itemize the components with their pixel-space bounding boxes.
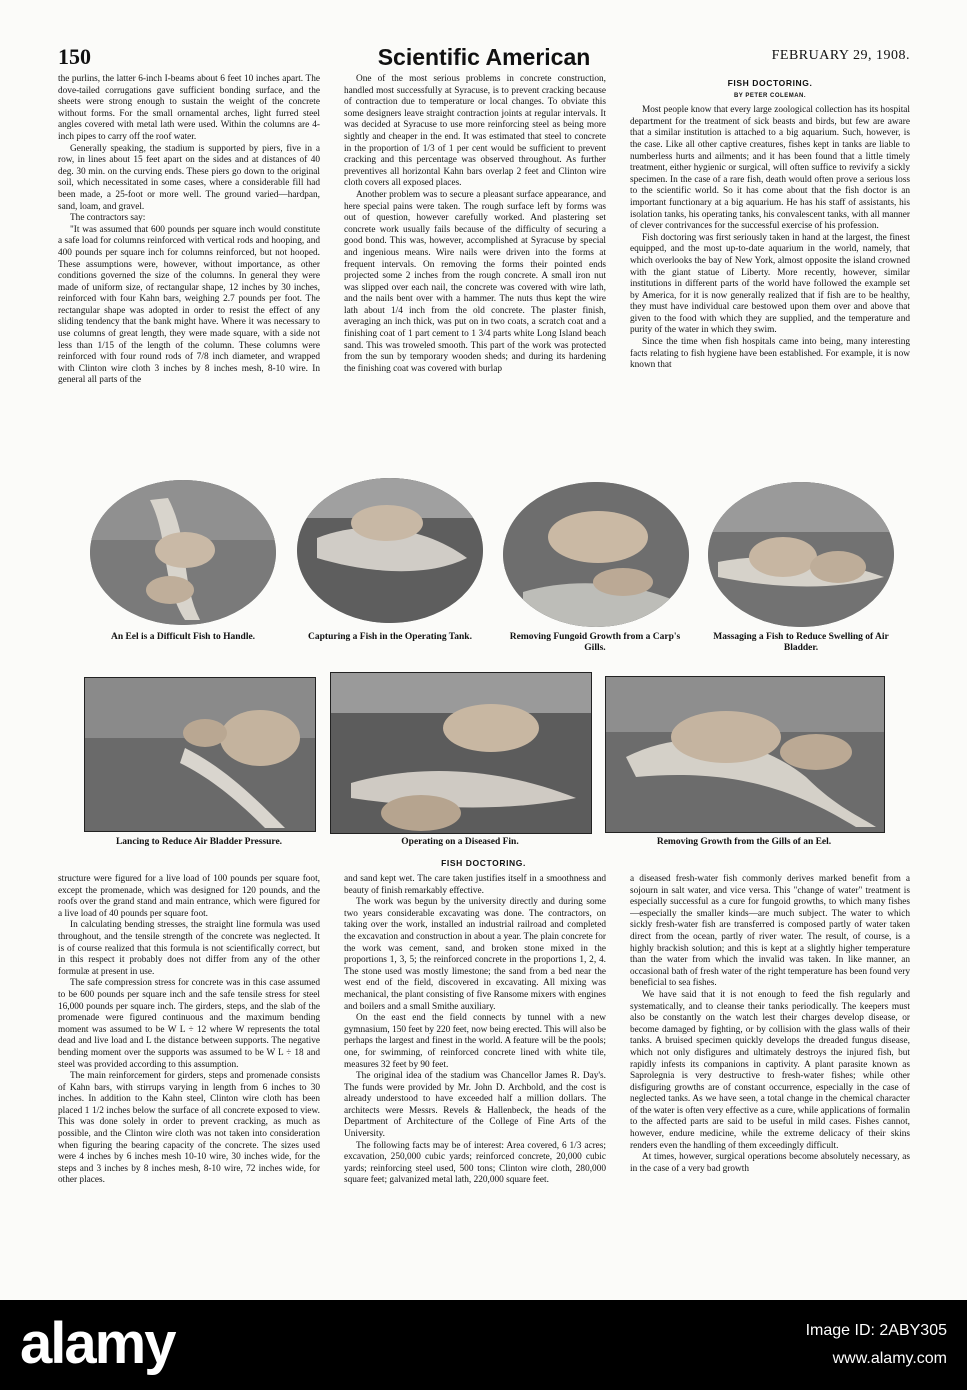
caption-capturing-fish: Capturing a Fish in the Operating Tank.: [308, 632, 472, 642]
paragraph: In calculating bending stresses, the straight line formula was used throughout, and the tensile strength of the concrete was neglected. It is of course realized that this formula is not scientifically correct, but in this respect it probably does not differ from any of the other formulæ at present in use.: [58, 920, 320, 977]
photo-removing-growth-eel: [605, 676, 885, 833]
paragraph: The following facts may be of interest: Area covered, 6 1/3 acres; excavation, 250,000 cubic yards; reinforced concrete, 20,000 cubic yards; reinforcing steel used, 500 tons; Clinton wire cloth, 280,000 square feet; galvanized metal lath, 220,000 square feet.: [344, 1140, 606, 1186]
paragraph: Fish doctoring was first seriously taken in hand at the largest, the finest equipped, and the most up-to-date aquarium in the world, namely, that which overlooks the bay of New York, almost opposite the island crowned with the giant statue of Liberty. More recently, however, similar institutions in different parts of the world have followed the example set by America, for it is now generally realized that if fish are to be healthy, they must have individual care bestowed upon them over and above that given to the food with which they are supplied, and the temperature and purity of the water in which they swim.: [630, 232, 910, 336]
photo-operating-fin: [330, 672, 592, 834]
image-id: Image ID: 2ABY305: [805, 1322, 947, 1339]
top-column-2: [344, 74, 606, 474]
caption-operating-fin: Operating on a Diseased Fin.: [401, 837, 519, 847]
paragraph: The original idea of the stadium was Chancellor James R. Day's. The funds were provided by Mr. John D. Archbold, and the cost is already understood to have exceeded half a million dollars. The architects were Messrs. Revels & Hallenbeck, the heads of the Department of Architecture of the College of Fine Arts of the University.: [344, 1071, 606, 1140]
stock-watermark-bar: [0, 1300, 967, 1390]
photo-lancing: [84, 677, 316, 832]
photo-capturing-fish: [297, 478, 483, 623]
publication-title: Scientific American: [377, 44, 591, 70]
paragraph: structure were figured for a live load of 100 pounds per square foot, except the promenade, which was designed for 120 pounds, and the roofs over the grand stand and main entrance, which were figured for a live load of 40 pounds per square foot.: [58, 874, 320, 919]
page-number: 150: [58, 44, 91, 69]
paragraph: At times, however, surgical operations become absolutely necessary, as in the case of a very bad growth: [630, 1152, 910, 1174]
top-column-1: [58, 74, 320, 474]
paragraph: The work was begun by the university directly and during some two years considerable excavating was done. The contractors, on taking over the work, installed an industrial railroad and completed the excavation and construction in about a year. The plain concrete for the work was cement, sand, and broken stone mixed in the proportions 1, 3, 5; the reinforced concrete in the proportions 1, 2, 4. The stone used was mostly limestone; the sand from a bed near the west end of the field, discovered in excavating. All mixing was mechanical, the plant consisting of five Ransome mixers with engines and boilers and a small Smithe auxiliary.: [344, 897, 606, 1012]
article-byline: BY PETER COLEMAN.: [733, 92, 807, 99]
paragraph: a diseased fresh-water fish commonly derives marked benefit from a sojourn in salt water, and vice versa. This "change of water" treatment is especially successful as a cure for fungoid growths, to which many fishes—especially the smaller kinds—are much subject. The water to which sickly fresh-water fish are transferred is composed partly of water taken direct from the ocean, partly of river water. The result, of course, is a highly brackish solution; and this is kept at a slightly higher temperature than the water from which the invalid was taken. In like manner, an occasional bath of fresh water of the right temperature has been found very beneficial to sea fishes.: [630, 874, 910, 989]
paragraph: Another problem was to secure a pleasant surface appearance, and here special pains were taken. The rough surface left by forms was out of question, however carefully worked. And plastering set concrete work usually fails because of the difficulty of securing a good bond. This was, however, accomplished at Syracuse by special and ingenious means. Wire nails were driven into the forms at frequent intervals. On removing the forms their pointed ends projected some 2 inches from the rough concrete. A small iron nut was slipped over each nail, the concrete was covered with wire lath, and the nails bent over with a hammer. The nuts thus kept the wire lath about 1/4 inch from the old concrete. The plaster finish, averaging an inch thick, was put on in two coats, a scratch coat and a finishing coat of 1 part cement to 1 3/4 parts white Long Island beach sand. This was troweled smooth. This part of the work was protected from the sun by temporary wooden sheds; and during its hardening the finishing coat was covered with burlap: [344, 189, 606, 374]
issue-date: FEBRUARY 29, 1908.: [771, 48, 910, 63]
paragraph: "It was assumed that 600 pounds per square inch would constitute a safe load for columns reinforced with vertical rods and hooping, and 400 pounds per square inch for columns reinforced, but not hooped. These assumptions were, however, without importance, as other conditions governed the size of the columns. In general they were made of uniform size, of rectangular shape, 12 inches by 30 inches, reinforced with four Kahn bars, weighing 2.7 pounds per foot. The rectangular shape was adopted in order to resist the effect of any sliding tendency that the bank might have. Where it was necessary to use columns of great length, they were made square, with a side not less than 1/15 of the length of the column. These columns were reinforced with four round rods of 7/8 inch diameter, and wrapped with Clinton wire cloth 3 inches by 8 inches mesh, 8-10 wire. In general all parts of the: [58, 224, 320, 386]
paragraph: Since the time when fish hospitals came into being, many interesting facts relating to fish hygiene have been established. For example, it is now known that: [630, 337, 910, 371]
page-header: [58, 44, 910, 72]
top-column-3: [630, 78, 910, 474]
paragraph: Most people know that every large zoological collection has its hospital department for the treatment of sick beasts and birds, but few are aware that a similar institution is attached to a big aquarium. Such, however, is the case. Like all other captive creatures, fishes kept in tanks are liable to numberless hurts and ailments; and it has been found that a little timely treatment, either hygienic or surgical, will often suffice to revivify a sickly specimen. In the case of a rare fish, death would often prove a serious loss to the scientific world. So it has come about that the fish doctor is an important functionary at a big aquarium. He has his staff of assistants, his isolation tanks, his operating tanks, his convalescent tanks, with all manner of clever contrivances for the successful exercise of his profession.: [630, 105, 910, 232]
section-heading: FISH DOCTORING.: [441, 858, 526, 868]
caption-lancing: Lancing to Reduce Air Bladder Pressure.: [115, 837, 283, 847]
photo-massaging-fish: [708, 482, 894, 627]
paragraph: One of the most serious problems in concrete construction, handled most successfully at Syracuse, is to prevent cracking because of contraction due to temperature or local changes. To obviate this some designers leave straight contraction joints at regular intervals. It was decided at Syracuse to use more reinforcing steel as being more sightly and cheaper in the end. It was estimated that steel to concrete in the proportion of 1/3 of 1 per cent would be sufficient to prevent cracking and this percentage was observed throughout. As further preventives all horizontal Kahn bars overlap 2 feet and Clinton wire cloth covers all exposed places.: [344, 74, 606, 189]
paragraph: The safe compression stress for concrete was in this case assumed to be 600 pounds per square inch and the safe tensile stress for steel 16,000 pounds per square inch. The girders, steps, and the slab of the promenade were figured continuous and the maximum bending moment was assumed to be W L ÷ 12 where W represents the total dead and live load and L the distance between supports. The negative bending moment over the supports was assumed to be W L ÷ 18 and steel was provided according to this assumption.: [58, 978, 320, 1070]
bottom-column-2: [344, 874, 606, 1294]
caption-eel-handling: An Eel is a Difficult Fish to Handle.: [110, 632, 256, 642]
paragraph: Generally speaking, the stadium is supported by piers, five in a row, in lines about 15 feet apart on the sides and at distances of 40 deg. 30 min. on the curving ends. These piers go down to the original soil, which necessitated in some cases, where a considerable fill had been made, a 25-foot or more well. The ground varied—hardpan, sand, loam, and gravel.: [58, 143, 320, 212]
paragraph: and sand kept wet. The care taken justifies itself in a smoothness and beauty of finish remarkably effective.: [344, 874, 606, 896]
photo-eel-handling: [90, 480, 276, 625]
bottom-column-3: [630, 874, 910, 1294]
paragraph: On the east end the field connects by tunnel with a new gymnasium, 150 feet by 220 feet, now being erected. This will also be perhaps the largest and finest in the world. A feature will be the pools; one, for swimming, of reinforced concrete lined with white tile, measures 32 feet by 90 feet.: [344, 1013, 606, 1070]
paragraph: The contractors say:: [70, 213, 146, 224]
caption-massaging-fish: Massaging a Fish to Reduce Swelling of Air Bladder.: [713, 632, 889, 653]
bottom-column-1: [58, 874, 320, 1294]
caption-removing-fungoid: Removing Fungoid Growth from a Carp's Gills.: [509, 632, 681, 653]
caption-removing-growth-eel: Removing Growth from the Gills of an Eel.: [656, 837, 832, 847]
article-title: FISH DOCTORING.: [727, 78, 813, 88]
paragraph: The main reinforcement for girders, steps and promenade consists of Kahn bars, with stirrups varying in length from 6 inches to 30 inches. In addition to the Kahn steel, Clinton wire cloth has been placed 1 1/2 inches below the surface of all concrete exposed to view. This was done solely in order to prevent cracking, as much as possible, and the Clinton wire cloth was not taken into consideration when figuring the bearing capacity of the concrete. The sizes used were 4 inches by 6 inches mesh 10-10 wire, 30 inches wide, for the steps and 3 inches by 8 inches mesh, 8-10 wire, 72 inches wide, for other places.: [58, 1071, 320, 1186]
paragraph: the purlins, the latter 6-inch I-beams about 6 feet 10 inches apart. The dove-tailed corrugations gave sufficient bonding surface, and the sheets were strong enough to sustain the weight of the concrete without forms. For the small ornamental arches, light furred steel angles covered with metal lath were used. Within the columns are 4-inch pipes to carry off the roof water.: [58, 74, 320, 142]
photo-removing-fungoid-growth: [503, 482, 689, 627]
paragraph: We have said that it is not enough to feed the fish regularly and systematically, and to cleanse their tanks periodically. The keepers must also be constantly on the watch lest their charges develop disease, or become damaged by fighting, or by collision with the glass walls of their tanks. A bruised specimen quickly develops the dreaded fungus disease, which not only disfigures and ultimately destroys the injured fish, but rapidly infests its companions in captivity. A plant parasite known as Saprolegnia is very destructive to fresh-water fishes; while other disfiguring growths are of constant occurrence, especially in the case of neglected tanks. As we have seen, a total change in the chemical character of the water is often very effective as a cure, while applications of formalin to the affected parts are said to be useful in mild cases. Fishes cannot, however, endure medicine, while the extreme delicacy of their skins renders even the handling of them exceedingly difficult.: [630, 989, 910, 1151]
site-url: www.alamy.com: [832, 1350, 947, 1367]
alamy-logo: alamy: [20, 1311, 175, 1376]
